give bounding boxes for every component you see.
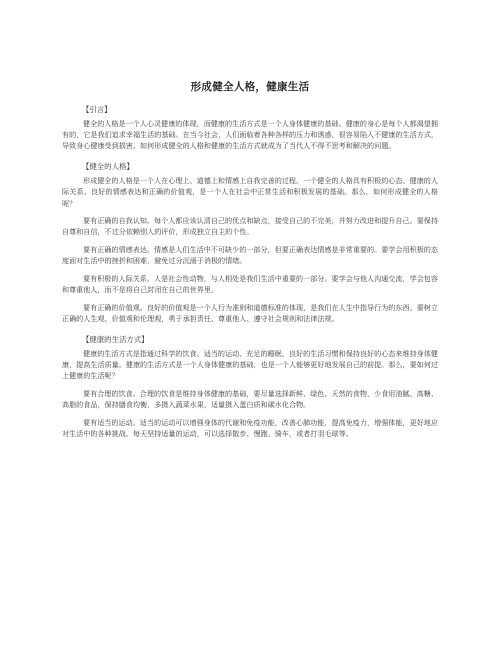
- paragraph: 要有适当的运动。适当的运动可以增强身体的代谢和免疫功能，改善心肺功能，提高免疫力，增强体能，更好地应对生活中的各种挑战。每天坚持适量的运动，可以选择散步、慢跑、骑车，或者打羽毛球等。: [62, 417, 438, 439]
- paragraph: 要有正确的情感表达。情感是人们生活中不可缺少的一部分，但要正确表达情感是非常重要的。要学会用积极的态度面对生活中的挫折和困难，避免过分沉溺于消极的情绪。: [62, 245, 438, 266]
- section-heading-lifestyle: 【健康的生活方式】: [82, 334, 149, 344]
- paragraph: 要有正确的价值观。良好的价值观是一个人行为准则和道德标准的体现，是我们在人生中指导行为的东西。要树立正确的人生观、价值观和伦理观，勇于承担责任、尊重他人、遵守社会规则和法律法规。: [62, 302, 438, 324]
- section-heading-personality: 【健全的人格】: [82, 162, 134, 172]
- document-title: 形成健全人格，健康生活: [190, 81, 310, 93]
- paragraph: 健全的人格是一个人心灵健康的体现，而健康的生活方式是一个人身体健康的基础。健康的身心是每个人都渴望拥有的，它是我们追求幸福生活的基础。在当今社会，人们面临着各种各样的压力和诱惑，很容易陷入不健康的生活方式，导致身心健康受到损害。如何形成健全的人格和健康的生活方式就成为了当代人不得不思考和解决的问题。: [62, 119, 438, 151]
- paragraph: 要有正确的自我认知。每个人都应该认清自己的优点和缺点，接受自己的不完美，并努力改进和提升自己。要保持自尊和自信，不过分依赖别人的评价，形成独立自主的个性。: [62, 216, 438, 237]
- paragraph: 形成健全的人格是一个人在心理上、道德上和情感上自我完善的过程。一个健全的人格具有积极的心态、健康的人际关系、良好的情感表达和正确的价值观，是一个人在社会中正常生活和积极发展的基础。那么，如何形成健全的人格呢？: [62, 176, 438, 208]
- section-heading-intro: 【引言】: [82, 105, 112, 114]
- paragraph: 要有合理的饮食。合理的饮食是维持身体健康的基础，要尽量选择新鲜、绿色、天然的食物，少食用油腻、高糖、高脂的食品，保持膳食均衡，多摄入蔬菜水果，适量摄入蛋白质和碳水化合物。: [62, 388, 438, 410]
- paragraph: 要有积极的人际关系。人是社会性动物，与人相处是我们生活中重要的一部分。要学会与他人沟通交流，学会包容和尊重他人，而不是将自己封闭在自己的世界里。: [62, 274, 438, 295]
- paragraph: 健康的生活方式是指通过科学的饮食、适当的运动、充足的睡眠、良好的生活习惯和保持良好的心态来维持身体健康，提高生活质量。健康的生活方式是一个人身体健康的基础，也是一个人能够更好地发展自己的前提。那么，要如何过上健康的生活呢？: [62, 348, 438, 381]
